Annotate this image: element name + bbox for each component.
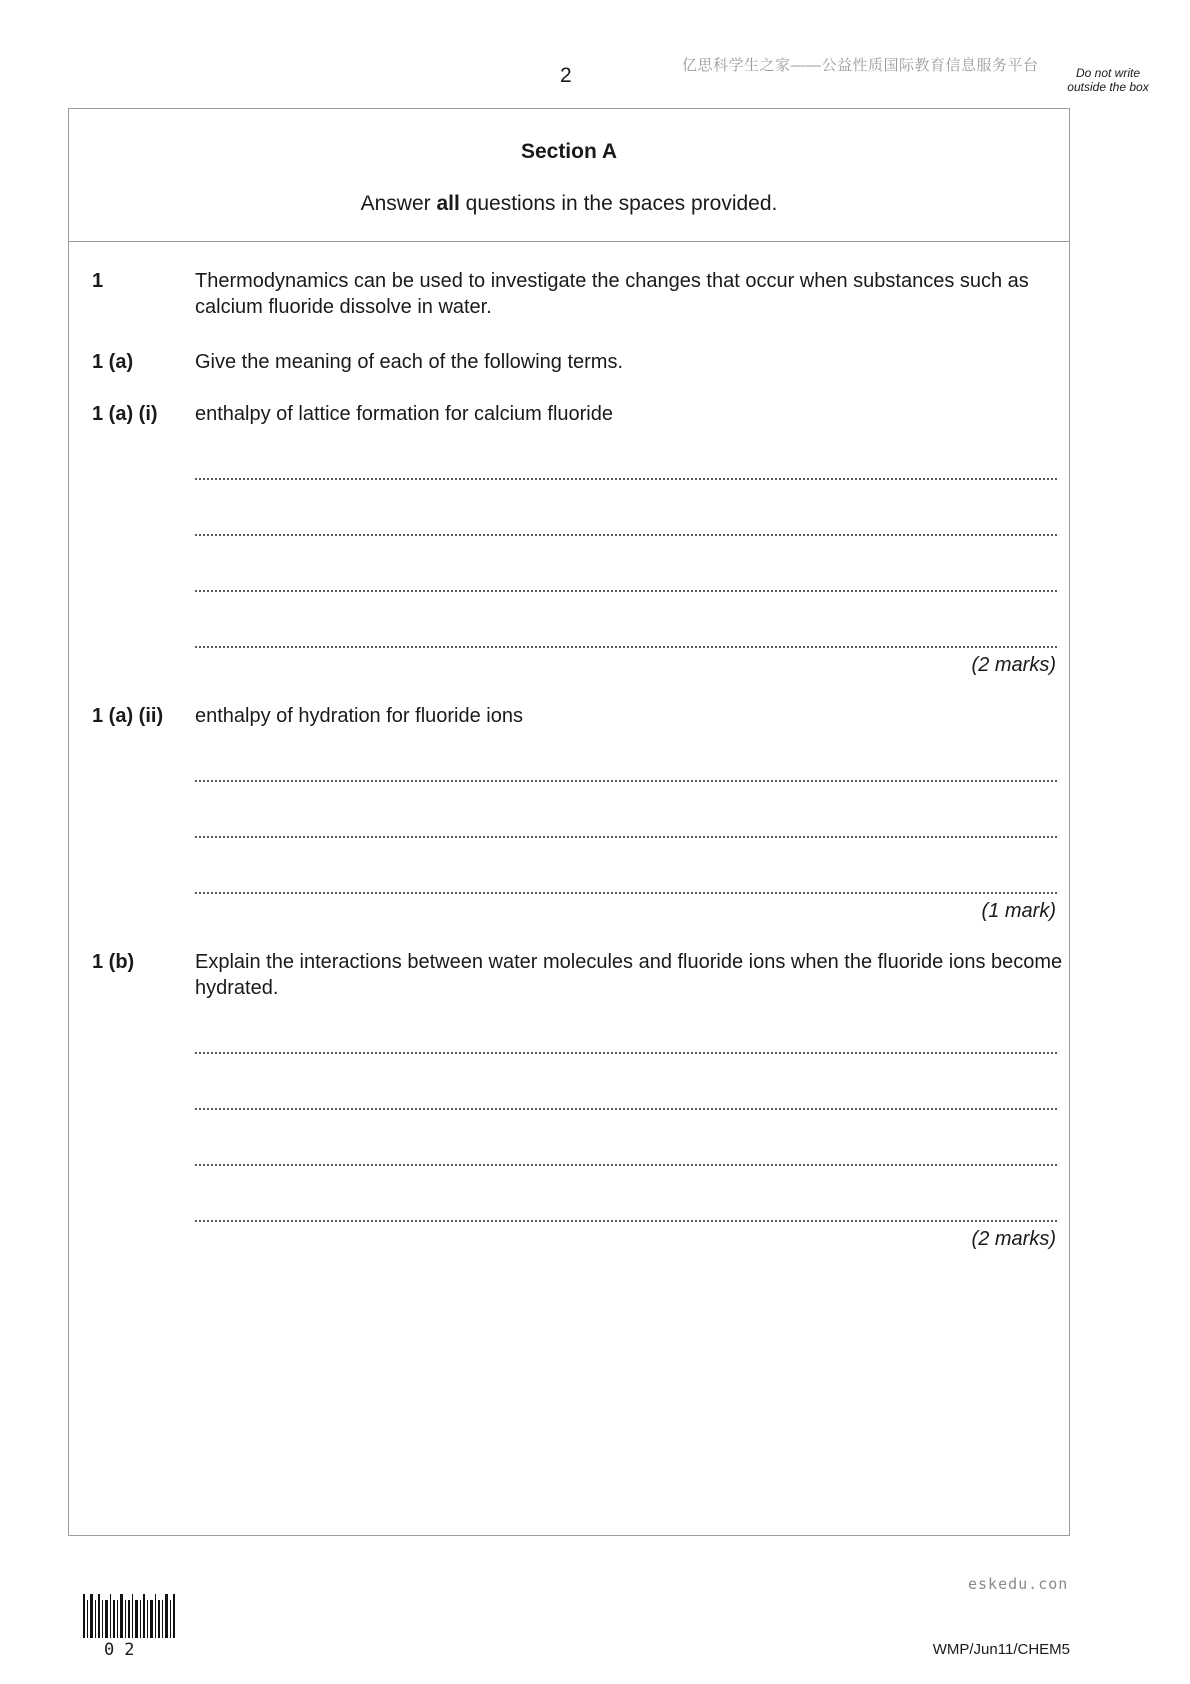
- footer-watermark: eskedu.con: [968, 1575, 1069, 1593]
- section-title: Section A: [520, 140, 618, 163]
- answer-box-frame: [68, 108, 1070, 1536]
- answer-line[interactable]: [195, 892, 1057, 894]
- answer-line[interactable]: [195, 590, 1057, 592]
- marks-label: (2 marks): [971, 654, 1056, 676]
- answer-line[interactable]: [195, 1220, 1057, 1222]
- header-watermark: 亿思科学生之家——公益性质国际教育信息服务平台: [682, 57, 1039, 74]
- margin-note: Do not write outside the box: [1067, 66, 1149, 94]
- question-1b-number: 1 (b): [92, 951, 135, 973]
- question-1aii-text: enthalpy of hydration for fluoride ions: [195, 705, 523, 727]
- answer-line[interactable]: [195, 646, 1057, 648]
- page-number: 2: [560, 64, 572, 87]
- question-1-number: 1: [92, 270, 104, 292]
- section-header-divider: [68, 241, 1070, 242]
- marks-label: (2 marks): [971, 1228, 1056, 1250]
- answer-line[interactable]: [195, 534, 1057, 536]
- question-1a-text: Give the meaning of each of the following terms.: [195, 351, 624, 373]
- marks-label: (1 mark): [981, 900, 1056, 922]
- instructions-text-before: Answer: [360, 192, 437, 215]
- paper-code: WMP/Jun11/CHEM5: [932, 1641, 1070, 1658]
- answer-line[interactable]: [195, 836, 1057, 838]
- answer-line[interactable]: [195, 1108, 1057, 1110]
- answer-line[interactable]: [195, 1052, 1057, 1054]
- question-1aii-number: 1 (a) (ii): [92, 705, 164, 727]
- barcode-digits: 02: [104, 1640, 145, 1660]
- question-1ai-text: enthalpy of lattice formation for calcium fluoride: [195, 403, 613, 425]
- answer-line[interactable]: [195, 1164, 1057, 1166]
- question-1ai-number: 1 (a) (i): [92, 403, 158, 425]
- answer-line[interactable]: [195, 478, 1057, 480]
- instructions-text-after: questions in the spaces provided.: [459, 192, 778, 215]
- barcode-icon: [82, 1592, 176, 1638]
- question-1b-text: Explain the interactions between water molecules and fluoride ions when the fluoride ions become hydrated.: [195, 951, 1063, 999]
- answer-line[interactable]: [195, 780, 1057, 782]
- question-1-text: Thermodynamics can be used to investigate the changes that occur when substances such as calcium fluoride dissolve in water.: [195, 270, 1029, 318]
- question-1a-number: 1 (a): [92, 351, 134, 373]
- instructions-text-bold: all: [436, 192, 460, 215]
- section-instructions: [68, 192, 1070, 216]
